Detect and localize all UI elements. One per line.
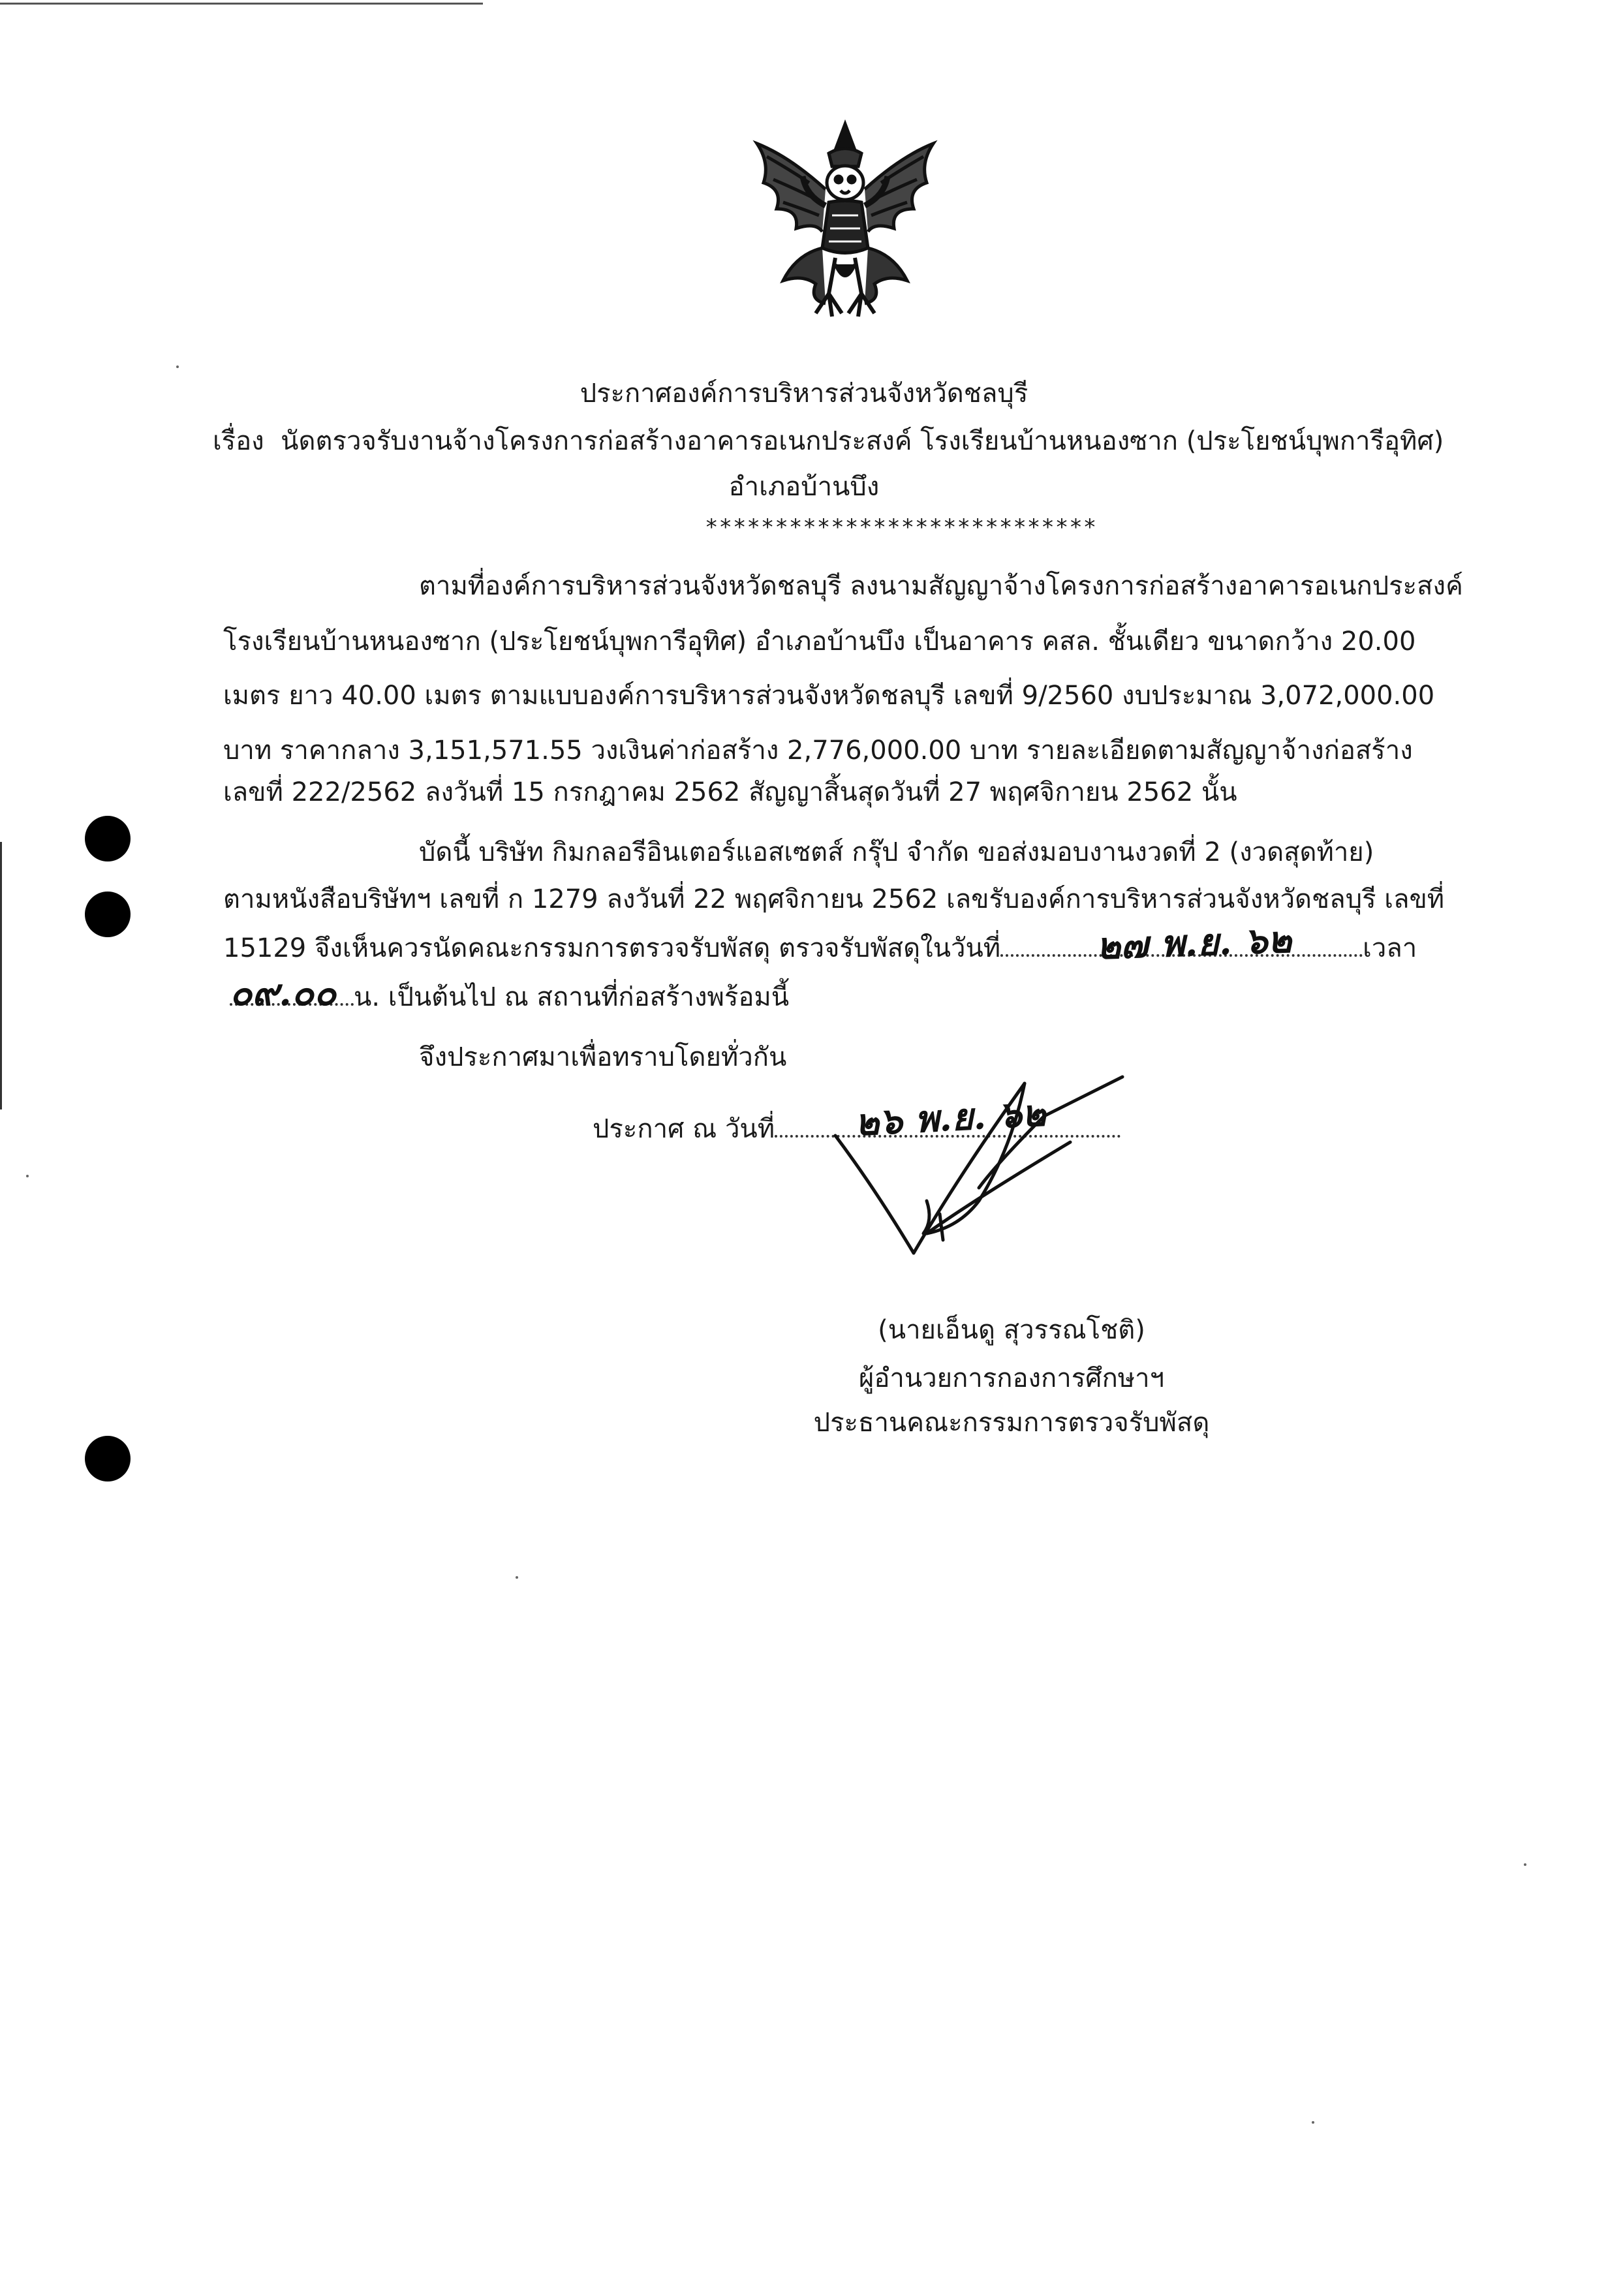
- signer-role: ประธานคณะกรรมการตรวจรับพัสดุ: [813, 1408, 1210, 1438]
- announce-date-prefix: ประกาศ ณ วันที่: [593, 1114, 775, 1144]
- punch-hole: [85, 892, 131, 937]
- scan-edge-line: [0, 3, 483, 5]
- scan-speck: [176, 365, 179, 368]
- subject-label: เรื่อง: [213, 426, 264, 456]
- signer-name: (นายเอ็นดู สุวรรณโชติ): [878, 1315, 1145, 1345]
- closing-statement: จึงประกาศมาเพื่อทราบโดยทั่วกัน: [419, 1042, 787, 1072]
- para1-line-3: เมตร ยาว 40.00 เมตร ตามแบบองค์การบริหารส่วนจังหวัดชลบุรี เลขที่ 9/2560 งบประมาณ 3,072,000.00: [223, 681, 1435, 711]
- para1-line-2: โรงเรียนบ้านหนองซาก (ประโยชน์บุพการีอุทิศ) อำเภอบ้านบึง เป็นอาคาร คสล. ชั้นเดียว ขนาดกว้าง 20.00: [223, 627, 1416, 657]
- subject-line-2: อำเภอบ้านบึง: [728, 472, 880, 502]
- punch-hole: [85, 816, 131, 861]
- scan-speck: [26, 1175, 29, 1177]
- para1-line-4: บาท ราคากลาง 3,151,571.55 วงเงินค่าก่อสร้าง 2,776,000.00 บาท รายละเอียดตามสัญญาจ้างก่อสร้าง: [223, 736, 1413, 766]
- time-label: เวลา: [1363, 933, 1417, 963]
- announcement-title: ประกาศองค์การบริหารส่วนจังหวัดชลบุรี: [580, 379, 1028, 409]
- scan-speck: [1312, 2121, 1314, 2124]
- subject-text: นัดตรวจรับงานจ้างโครงการก่อสร้างอาคารอเนกประสงค์ โรงเรียนบ้านหนองซาก (ประโยชน์บุพการีอุทิศ): [281, 426, 1444, 456]
- para1-line-1: ตามที่องค์การบริหารส่วนจังหวัดชลบุรี ลงนามสัญญาจ้างโครงการก่อสร้างอาคารอเนกประสงค์: [419, 571, 1463, 601]
- inspection-date-prefix: 15129 จึงเห็นควรนัดคณะกรรมการตรวจรับพัสดุ ตรวจรับพัสดุในวันที่: [223, 933, 1001, 963]
- signature-scribble: [809, 1070, 1149, 1279]
- handwritten-inspection-date: ๒๗ พ.ย. ๖๒: [1095, 918, 1293, 969]
- para1-line-5: เลขที่ 222/2562 ลงวันที่ 15 กรกฎาคม 2562 สัญญาสิ้นสุดวันที่ 27 พฤศจิกายน 2562 นั้น: [223, 777, 1237, 807]
- inspection-time-suffix: น. เป็นต้นไป ณ สถานที่ก่อสร้างพร้อมนี้: [354, 982, 790, 1012]
- scan-speck: [1524, 1863, 1526, 1866]
- punch-hole: [85, 1436, 131, 1482]
- signer-position: ผู้อำนวยการกองการศึกษาฯ: [858, 1363, 1165, 1393]
- subject-line: [213, 423, 1444, 459]
- handwritten-announce-date: ๒๖ พ.ย. ๖๒: [854, 1091, 1047, 1145]
- garuda-emblem-icon: [737, 117, 953, 333]
- handwritten-inspection-time: ๐๙.๐๐: [230, 971, 337, 1014]
- separator-stars: ****************************: [705, 514, 1098, 540]
- para2-line-1: บัดนี้ บริษัท กิมกลอรีอินเตอร์แอสเซตส์ กรุ๊ป จำกัด ขอส่งมอบงานงวดที่ 2 (งวดสุดท้าย): [419, 837, 1374, 867]
- scan-edge-mark: [0, 992, 2, 1109]
- scan-speck: [516, 1576, 518, 1579]
- para2-line-2: ตามหนังสือบริษัทฯ เลขที่ ก 1279 ลงวันที่ 22 พฤศจิกายน 2562 เลขรับองค์การบริหารส่วนจังหวัดชลบุรี เลขที่: [223, 884, 1445, 914]
